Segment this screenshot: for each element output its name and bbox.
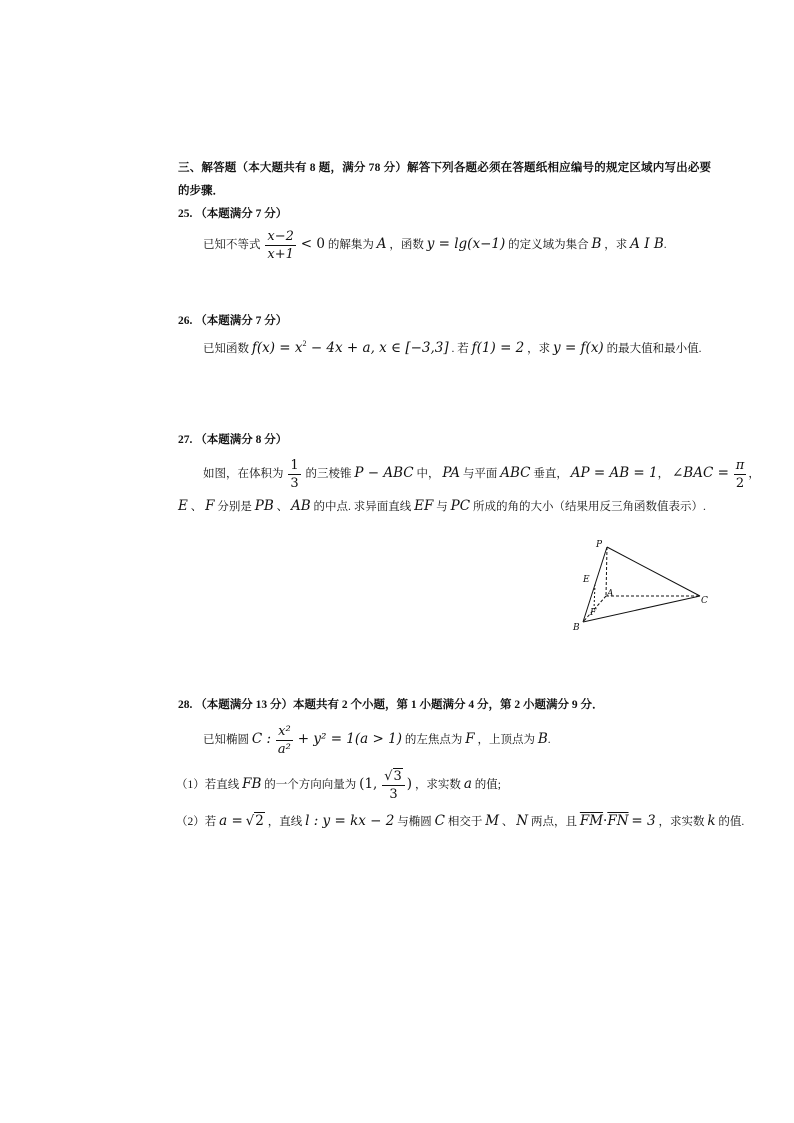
q27-angle: ∠BAC = bbox=[672, 465, 729, 482]
q28-p1-end: ，求实数 bbox=[414, 779, 461, 792]
q25-inequality: < 0 bbox=[300, 236, 325, 253]
q28-end: . bbox=[547, 734, 551, 747]
q25-ask: A I B bbox=[630, 236, 664, 253]
q27-pyramid: P − ABC bbox=[354, 465, 414, 482]
q28-text-c: ，上顶点为 bbox=[477, 734, 535, 747]
q26-text-c: ，求 bbox=[527, 343, 551, 355]
q26-text-b: . 若 bbox=[451, 343, 469, 355]
label-f: F bbox=[590, 608, 597, 618]
q28-header-text: （本题满分 13 分）本题共有 2 个小题，第 1 小题满分 4 分，第 2 小题满分 9 分． bbox=[195, 699, 604, 711]
q27-comma: ， bbox=[657, 468, 670, 481]
q27-volume-fraction bbox=[288, 457, 300, 492]
q27-body-line1 bbox=[203, 457, 760, 492]
q27-ang-den: 2 bbox=[735, 476, 745, 491]
label-e: E bbox=[583, 575, 590, 585]
q27-line2-d: 的中点. 求异面直线 bbox=[313, 501, 412, 513]
q25-text-c: ，函数 bbox=[389, 239, 424, 252]
q28-p1-label: （1）若直线 bbox=[176, 779, 240, 792]
q25-text-a: 已知不等式 bbox=[203, 239, 261, 252]
q27-points: （本题满分 8 分） bbox=[195, 434, 288, 446]
q27-number: 27. bbox=[178, 434, 193, 446]
q27-text-c: 中， bbox=[416, 468, 440, 481]
q26-body bbox=[203, 340, 701, 356]
label-a: A bbox=[607, 589, 614, 599]
q28-p2-dot: · bbox=[603, 813, 608, 829]
q28-fraction bbox=[276, 723, 293, 758]
q28-p2-a: a = bbox=[219, 813, 243, 829]
q26-exponent: 2 bbox=[302, 339, 307, 348]
q28-text-a: 已知椭圆 bbox=[203, 734, 249, 747]
section-heading-line2: 的步骤． bbox=[178, 185, 224, 197]
q27-sep2: 、 bbox=[276, 501, 289, 513]
q28-p1-text: 的一个方向向量为 bbox=[264, 779, 357, 792]
q27-text-e: 垂直， bbox=[533, 468, 568, 481]
q28-p2-tail: 的值. bbox=[718, 816, 745, 828]
q25-body bbox=[203, 228, 667, 263]
q28-p2-c: C bbox=[434, 813, 445, 829]
q28-p2-n: N bbox=[516, 813, 529, 829]
q27-sep1: 、 bbox=[190, 501, 203, 513]
q26-text-a: 已知函数 bbox=[203, 343, 249, 355]
q26-text-d: 的最大值和最小值. bbox=[606, 343, 702, 355]
q25-set-b: B bbox=[591, 236, 602, 253]
q25-set-a: A bbox=[376, 236, 387, 253]
pyramid-figure bbox=[570, 535, 720, 635]
q27-abc: ABC bbox=[500, 465, 531, 482]
q28-p2-text5: ，求实数 bbox=[658, 816, 705, 828]
q25-header bbox=[178, 209, 287, 221]
q28-p2-label: （2）若 bbox=[176, 816, 217, 828]
q28-part2 bbox=[176, 815, 744, 829]
q28-p2-line: l : y = kx − 2 bbox=[305, 813, 395, 829]
q27-ang-num: π bbox=[735, 458, 745, 473]
edge-bc bbox=[583, 596, 700, 622]
q26-target: y = f(x) bbox=[553, 340, 604, 356]
q28-p2-sep: 、 bbox=[501, 816, 514, 828]
q28-p1-den: 3 bbox=[389, 787, 398, 802]
q27-comma2: ， bbox=[748, 468, 760, 481]
q27-frac-num: 1 bbox=[290, 458, 299, 473]
q28-body bbox=[203, 723, 551, 758]
q28-part1 bbox=[176, 768, 501, 803]
q26-function: f(x) = x bbox=[251, 340, 303, 356]
q27-text-a: 如图，在体积为 bbox=[203, 468, 284, 481]
q28-p1-sqrt: √3 bbox=[384, 769, 402, 784]
q28-equation: + y² = 1(a > 1) bbox=[297, 731, 402, 748]
q27-f: F bbox=[205, 498, 215, 514]
q27-angle-fraction bbox=[734, 457, 747, 492]
q27-text-b: 的三棱锥 bbox=[305, 468, 352, 481]
q28-p2-m: M bbox=[485, 813, 500, 829]
q25-text-d: 的定义域为集合 bbox=[508, 239, 589, 252]
q25-frac-den: x+1 bbox=[267, 247, 294, 262]
q27-line2-h: 所成的角的大小（结果用反三角函数值表示）. bbox=[472, 501, 706, 513]
q26-header bbox=[178, 316, 287, 328]
q28-p1-tail: 的值; bbox=[474, 779, 501, 792]
q28-p1-a: a bbox=[463, 776, 472, 793]
q28-p2-eq: = 3 bbox=[631, 813, 656, 829]
q26-function-rest: − 4x + a, x ∈ [−3,3] bbox=[306, 340, 449, 356]
q28-header bbox=[178, 700, 604, 712]
edge-pc bbox=[607, 547, 700, 596]
q28-p2-k: k bbox=[707, 813, 716, 829]
q25-number: 25. bbox=[178, 208, 193, 220]
label-c: C bbox=[701, 596, 708, 606]
q27-eq1: AP = AB = 1 bbox=[570, 465, 658, 482]
q28-p2-text3: 相交于 bbox=[447, 816, 483, 828]
q28-p2-sqrt: √2 bbox=[245, 813, 264, 829]
q28-text-b: 的左焦点为 bbox=[404, 734, 463, 747]
label-b: B bbox=[573, 623, 580, 633]
q26-number: 26. bbox=[178, 315, 193, 327]
section-heading-line1: 三、解答题（本大题共有 8 题，满分 78 分）解答下列各题必须在答题纸相应编号的规定区域内写出必要 bbox=[178, 162, 712, 174]
q28-p1-vec-open: (1, bbox=[359, 776, 378, 793]
q27-e: E bbox=[178, 498, 188, 514]
q27-line2-g: 与 bbox=[436, 501, 448, 513]
q27-frac-den: 3 bbox=[290, 476, 299, 491]
q28-p1-fb: FB bbox=[242, 776, 262, 793]
q28-p2-text2: 与椭圆 bbox=[397, 816, 432, 828]
q26-condition: f(1) = 2 bbox=[471, 340, 525, 356]
q28-p2-fm: $\overline{FM}$ bbox=[579, 813, 604, 829]
q27-ef: EF bbox=[414, 498, 434, 514]
q28-p1-fraction bbox=[382, 768, 405, 803]
q28-p1-vec-close: ) bbox=[406, 776, 413, 793]
q25-end: . bbox=[663, 239, 667, 252]
q28-p2-fn: $\overline{FN}$ bbox=[607, 813, 629, 829]
q27-pb: PB bbox=[254, 498, 274, 514]
q27-pa: PA bbox=[442, 465, 460, 482]
q28-p2-text4: 两点，且 bbox=[530, 816, 577, 828]
q27-pc: PC bbox=[450, 498, 471, 514]
q25-text-e: ，求 bbox=[604, 239, 628, 252]
q25-function: y = lg(x−1) bbox=[426, 236, 506, 253]
q28-p2-sqrt-value: 2 bbox=[255, 813, 264, 829]
q25-fraction bbox=[265, 228, 296, 263]
q27-line2-b: 分别是 bbox=[217, 501, 252, 513]
label-p: P bbox=[596, 540, 603, 550]
q28-frac-num: x² bbox=[278, 724, 291, 739]
q25-text-b: 的解集为 bbox=[327, 239, 374, 252]
q25-points: （本题满分 7 分） bbox=[195, 208, 288, 220]
q26-points: （本题满分 7 分） bbox=[195, 315, 288, 327]
q27-text-d: 与平面 bbox=[462, 468, 498, 481]
q28-number: 28. bbox=[178, 699, 193, 711]
q27-header bbox=[178, 435, 287, 447]
q28-vertex: B bbox=[537, 731, 548, 748]
q28-curve: C : bbox=[251, 731, 272, 748]
q28-frac-den: a² bbox=[277, 742, 291, 757]
q27-body-line2 bbox=[178, 500, 706, 514]
q28-p2-text1: ，直线 bbox=[267, 816, 303, 828]
q28-p1-sqrt-value: 3 bbox=[393, 769, 402, 784]
q27-ab: AB bbox=[291, 498, 311, 514]
q28-focus: F bbox=[465, 731, 475, 748]
q25-frac-num: x−2 bbox=[267, 229, 294, 244]
